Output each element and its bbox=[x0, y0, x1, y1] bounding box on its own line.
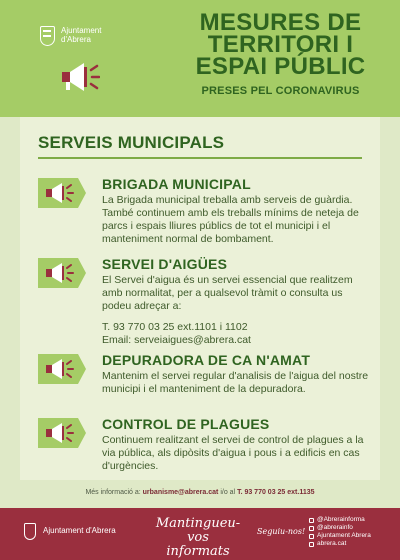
service-phone: T. 93 770 03 25 ext.1101 i 1102 bbox=[102, 321, 248, 333]
service-title: BRIGADA MUNICIPAL bbox=[102, 176, 251, 192]
social-facebook[interactable] bbox=[309, 532, 371, 540]
service-description bbox=[102, 274, 372, 347]
section-divider bbox=[38, 157, 362, 159]
follow-us-label: Seguiu-nos! bbox=[257, 527, 306, 536]
megaphone-icon bbox=[38, 352, 90, 386]
service-title: SERVEI D'AIGÜES bbox=[102, 256, 228, 272]
more-info-email[interactable]: urbanisme@abrera.cat bbox=[142, 489, 219, 496]
service-title: CONTROL DE PLAGUES bbox=[102, 416, 270, 432]
crest-icon bbox=[24, 523, 36, 540]
service-description: Mantenim el servei regular d'analisis de l'aigua del nostre municipi i el manteniment de la depuradora. bbox=[102, 370, 369, 395]
social-links bbox=[309, 516, 371, 548]
footer-org-name: Ajuntament d'Abrera bbox=[43, 526, 116, 535]
title-line-3: ESPAI PÚBLIC bbox=[195, 53, 366, 80]
twitter-icon bbox=[309, 518, 314, 523]
megaphone-icon bbox=[58, 58, 100, 98]
facebook-icon bbox=[309, 534, 314, 539]
more-info-joiner: i/o al bbox=[220, 489, 236, 496]
social-instagram[interactable] bbox=[309, 524, 371, 532]
service-description-text: El Servei d'aigua és un servei essencial que realitzem amb normalitat, per a qualsevol tràmit o consulta us podeu adreçar a: bbox=[102, 274, 353, 312]
megaphone-icon bbox=[38, 416, 90, 450]
service-title: DEPURADORA DE CA N'AMAT bbox=[102, 352, 311, 368]
social-web[interactable] bbox=[309, 540, 371, 548]
org-name-line2: d'Abrera bbox=[61, 35, 91, 44]
title-line-1: MESURES DE bbox=[199, 9, 362, 36]
social-handle: Ajuntament Abrera bbox=[317, 532, 371, 539]
service-description: La Brigada municipal treballa amb serveis de guàrdia. També continuem amb els treballs mínims de neteja de parcs i espais lliures públics de tot el municipi i el manteniment normal de bombament. bbox=[102, 194, 359, 245]
section-title: SERVEIS MUNICIPALS bbox=[38, 133, 225, 152]
social-twitter[interactable] bbox=[309, 516, 371, 524]
header-band bbox=[0, 0, 400, 117]
poster-subtitle: PRESES PEL CORONAVIRUS bbox=[201, 85, 360, 97]
more-info-label: Més informació a: bbox=[85, 489, 141, 496]
title-line-2: TERRITORI I bbox=[207, 31, 354, 58]
megaphone-icon bbox=[38, 256, 90, 290]
social-handle: @abrerainfo bbox=[317, 524, 353, 531]
org-logo bbox=[40, 26, 101, 46]
slogan-line-2: informats bbox=[166, 544, 230, 559]
instagram-icon bbox=[309, 526, 314, 531]
megaphone-icon bbox=[38, 176, 90, 210]
org-name-line1: Ajuntament bbox=[61, 26, 102, 35]
footer-band bbox=[0, 508, 400, 560]
slogan-line-1: Mantingueu-vos bbox=[155, 516, 241, 545]
footer-slogan bbox=[148, 517, 248, 559]
service-contact bbox=[102, 321, 372, 347]
poster-title bbox=[193, 9, 368, 97]
social-handle: @Abrerainforma bbox=[317, 516, 365, 523]
service-email[interactable]: Email: serveiaigues@abrera.cat bbox=[102, 334, 251, 346]
globe-icon bbox=[309, 542, 314, 547]
org-name bbox=[61, 26, 101, 44]
more-info-phone: T. 93 770 03 25 ext.1135 bbox=[237, 489, 315, 496]
social-handle: abrera.cat bbox=[317, 540, 347, 547]
more-info-line bbox=[0, 489, 400, 496]
service-description: Continuem realitzant el servei de control de plagues a la via pública, als dipòsits d'aigua i pous i a edificis en cas d'urgències. bbox=[102, 434, 364, 472]
crest-icon bbox=[40, 26, 55, 46]
